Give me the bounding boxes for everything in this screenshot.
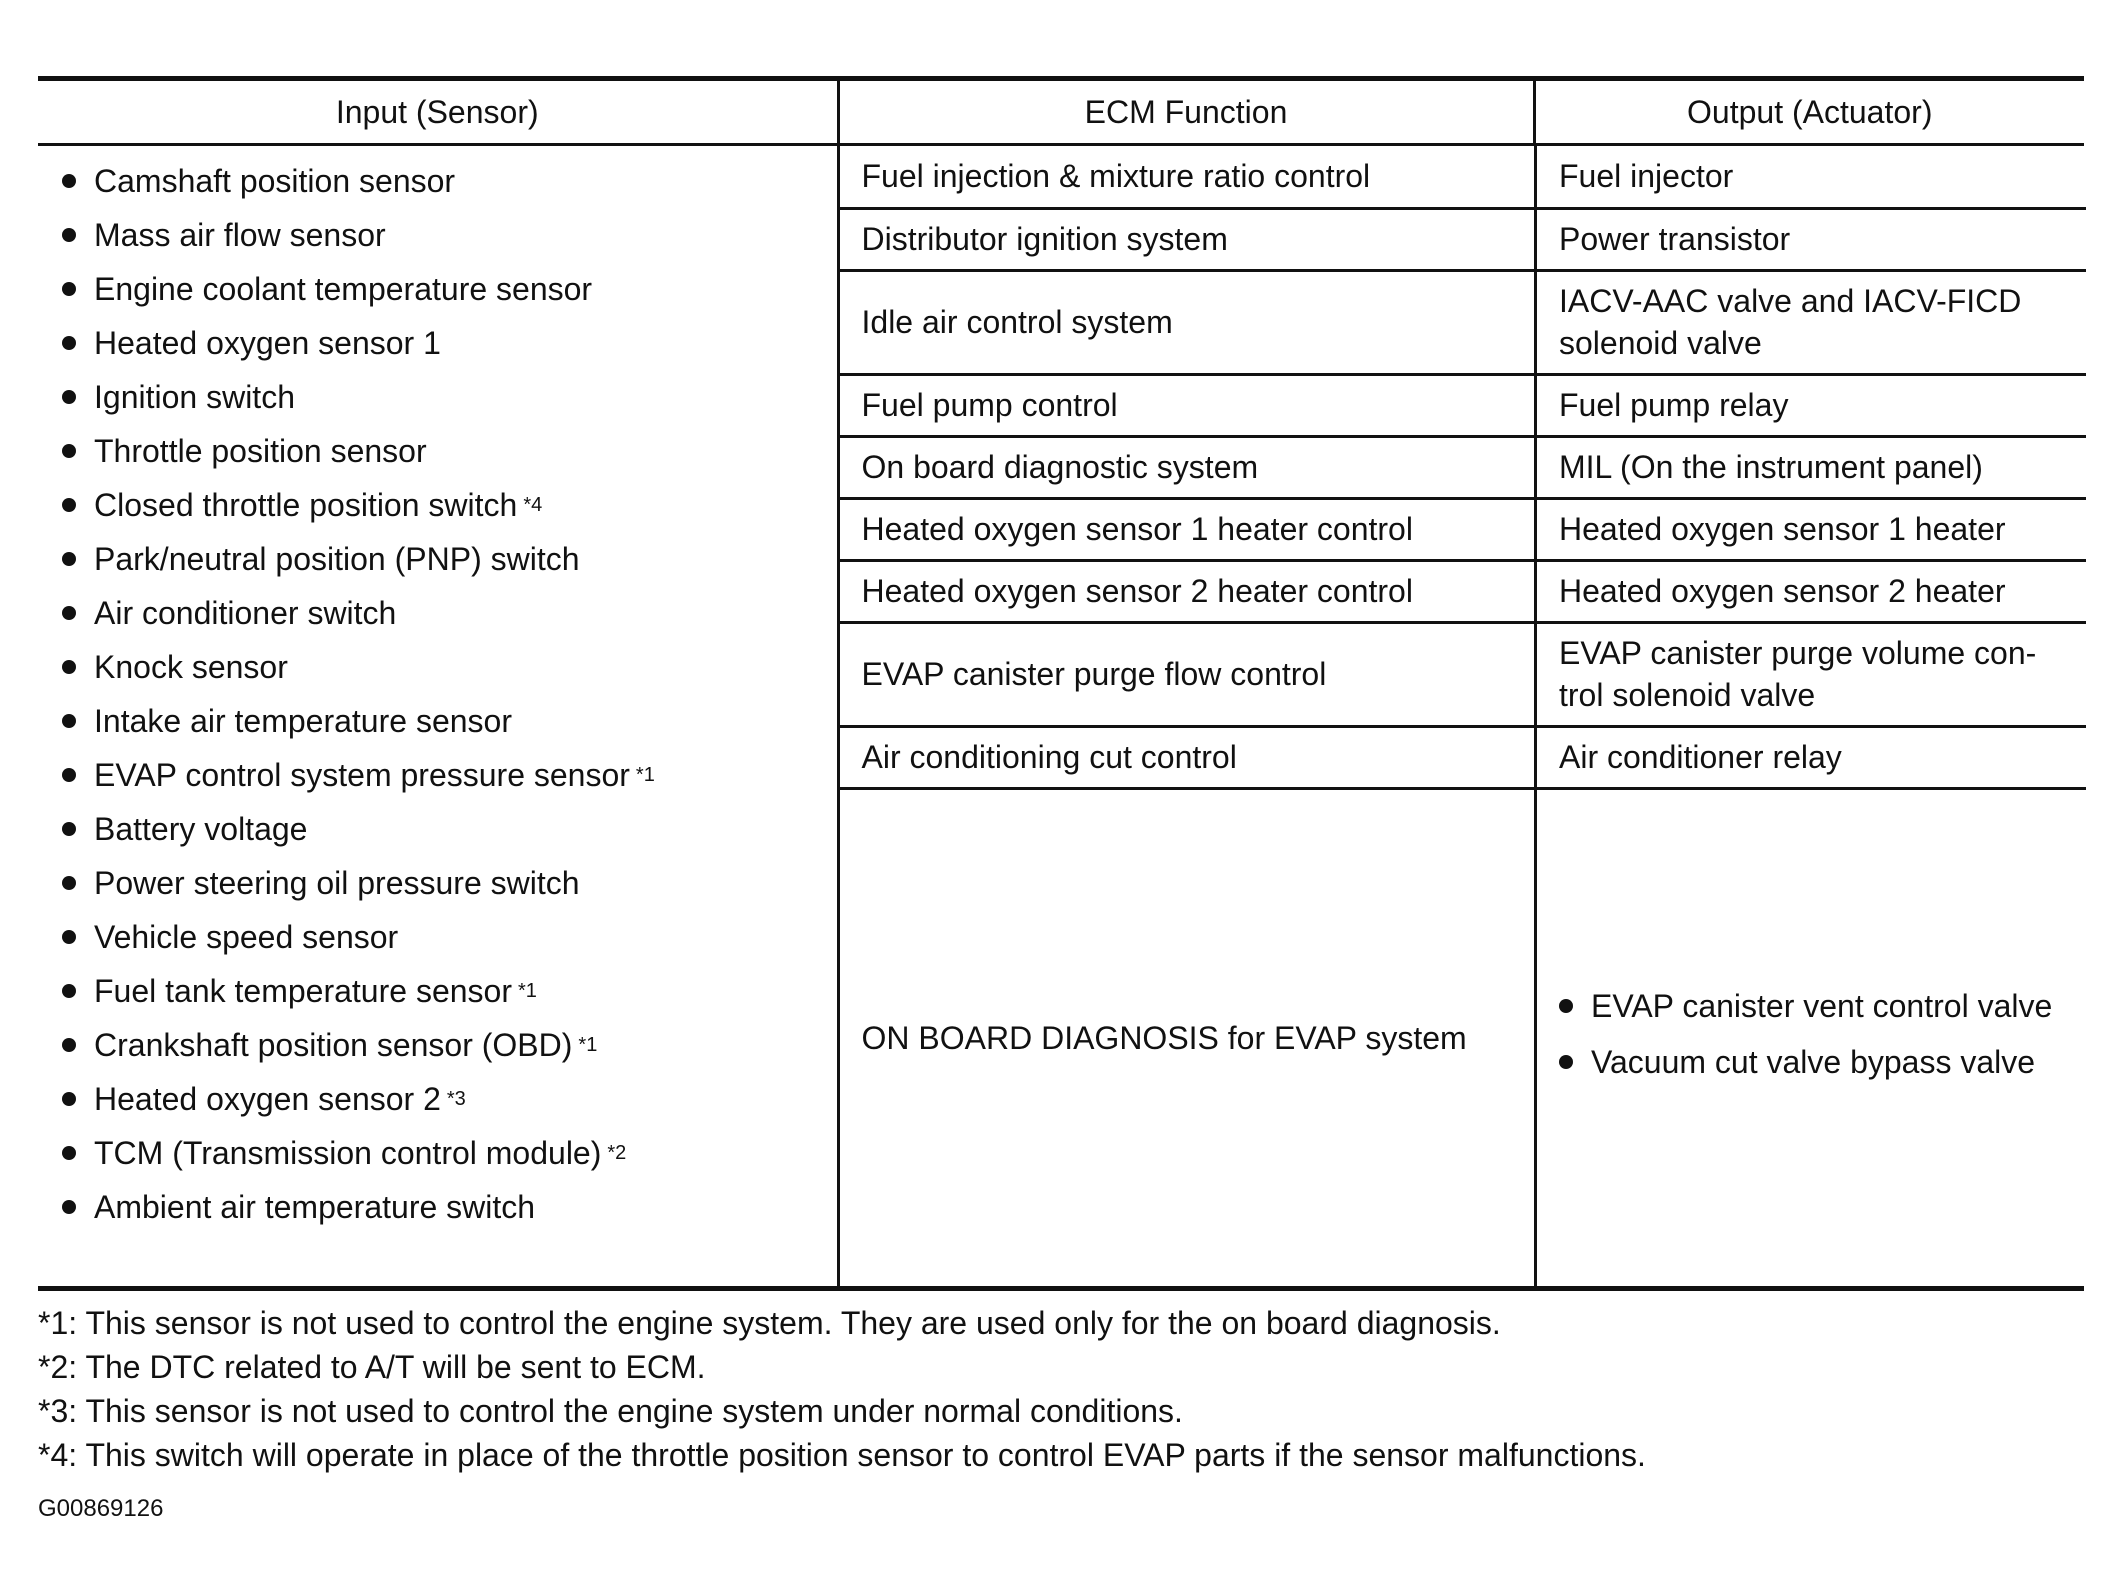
output-cell: Heated oxygen sensor 2 heater (1536, 560, 2086, 622)
sensor-item (62, 640, 837, 694)
bullet-icon (62, 390, 76, 404)
sensor-item (62, 694, 837, 748)
function-output-table (840, 146, 2086, 1286)
sensor-label: Engine coolant temperature sensor (94, 271, 593, 307)
output-cell-evap (1536, 788, 2086, 1286)
bullet-icon (62, 336, 76, 350)
sensor-label: TCM (Transmission control module) (94, 1135, 602, 1171)
bullet-icon (62, 984, 76, 998)
output-cell: Heated oxygen sensor 1 heater (1536, 498, 2086, 560)
bullet-icon (62, 768, 76, 782)
sensor-item (62, 802, 837, 856)
evap-output-list (1559, 985, 2064, 1083)
bullet-icon (62, 822, 76, 836)
sensor-label: EVAP control system pressure sensor (94, 757, 630, 793)
sensor-item: Crankshaft position sensor (OBD) *1 (62, 1018, 837, 1072)
table-header-row (38, 79, 2084, 145)
sensor-label: Heated oxygen sensor 2 (94, 1081, 441, 1117)
sensor-label: Knock sensor (94, 649, 288, 685)
bullet-icon (62, 876, 76, 890)
sensor-label: Crankshaft position sensor (OBD) (94, 1027, 573, 1063)
footnote-3: *3: This sensor is not used to control the engine system under normal conditions. (38, 1393, 1183, 1429)
sensor-list (62, 154, 837, 1234)
sensor-label: Ignition switch (94, 379, 295, 415)
sensor-label: Closed throttle position switch (94, 487, 518, 523)
sensor-item (62, 370, 837, 424)
sensor-label: Heated oxygen sensor 1 (94, 325, 441, 361)
header-output: Output (Actuator) (1534, 79, 2084, 145)
sensor-item: Closed throttle position switch *4 (62, 478, 837, 532)
sensor-label: Camshaft position sensor (94, 163, 456, 199)
function-cell: Heated oxygen sensor 1 heater control (840, 498, 1536, 560)
function-cell: Heated oxygen sensor 2 heater control (840, 560, 1536, 622)
function-cell-evap: ON BOARD DIAGNOSIS for EVAP system (861, 1019, 1467, 1056)
output-cell: Fuel injector (1536, 146, 2086, 208)
bullet-icon (62, 660, 76, 674)
list-item (1559, 1041, 2064, 1083)
sensor-label: Intake air temperature sensor (94, 703, 512, 739)
table-row (840, 146, 2086, 208)
sensor-item (62, 856, 837, 910)
header-input: Input (Sensor) (38, 79, 838, 145)
sensor-label: Vehicle speed sensor (94, 919, 399, 955)
output-cell: IACV-AAC valve and IACV-FICD solenoid valve (1536, 270, 2086, 374)
output-cell: Power transistor (1536, 208, 2086, 270)
bullet-icon (62, 498, 76, 512)
sensor-label: Throttle position sensor (94, 433, 427, 469)
table-row (840, 208, 2086, 270)
table-row (840, 560, 2086, 622)
bullet-icon (62, 714, 76, 728)
sensor-item (62, 910, 837, 964)
bullet-icon (62, 1092, 76, 1106)
function-cell: Distributor ignition system (840, 208, 1536, 270)
sensor-item: Fuel tank temperature sensor *1 (62, 964, 837, 1018)
input-sensor-column (38, 145, 838, 1289)
function-cell: EVAP canister purge flow control (840, 622, 1536, 726)
list-item (1559, 985, 2064, 1027)
bullet-icon (62, 1146, 76, 1160)
sensor-item: TCM (Transmission control module) *2 (62, 1126, 837, 1180)
footnote-4: *4: This switch will operate in place of the throttle position sensor to control EVAP parts if the sensor malfunctions. (38, 1437, 1646, 1473)
bullet-icon (62, 174, 76, 188)
sensor-item: Heated oxygen sensor 2 *3 (62, 1072, 837, 1126)
bullet-icon (1559, 1055, 1573, 1069)
function-cell: Air conditioning cut control (840, 726, 1536, 788)
bullet-icon (62, 228, 76, 242)
table-row (840, 436, 2086, 498)
output-cell: MIL (On the instrument panel) (1536, 436, 2086, 498)
footnotes (38, 1301, 2084, 1477)
sensor-item: EVAP control system pressure sensor *1 (62, 748, 837, 802)
function-cell: Idle air control system (840, 270, 1536, 374)
sensor-item (62, 262, 837, 316)
ecm-document (38, 76, 2084, 1523)
evap-output-label: Vacuum cut valve bypass valve (1591, 1043, 2036, 1080)
function-cell: Fuel pump control (840, 374, 1536, 436)
bullet-icon (62, 606, 76, 620)
table-row (840, 726, 2086, 788)
bullet-icon (62, 930, 76, 944)
evap-output-label: EVAP canister vent control valve (1591, 987, 2053, 1024)
sensor-label: Power steering oil pressure switch (94, 865, 580, 901)
sensor-label: Mass air flow sensor (94, 217, 386, 253)
header-function: ECM Function (838, 79, 1534, 145)
bullet-icon (62, 552, 76, 566)
table-row (840, 270, 2086, 374)
output-cell: EVAP canister purge volume con-trol solenoid valve (1536, 622, 2086, 726)
function-output-column (838, 145, 2084, 1289)
table-row (840, 498, 2086, 560)
table-row (840, 622, 2086, 726)
sensor-item (62, 1180, 837, 1234)
sensor-label: Air conditioner switch (94, 595, 397, 631)
sensor-item (62, 316, 837, 370)
figure-code: G00869126 (38, 1495, 164, 1522)
sensor-item (62, 532, 837, 586)
sensor-label: Battery voltage (94, 811, 308, 847)
sensor-label: Fuel tank temperature sensor (94, 973, 512, 1009)
bullet-icon (1559, 999, 1573, 1013)
bullet-icon (62, 282, 76, 296)
footnote-1: *1: This sensor is not used to control the engine system. They are used only for the on board diagnosis. (38, 1305, 1501, 1341)
sensor-item (62, 424, 837, 478)
sensor-label: Ambient air temperature switch (94, 1189, 536, 1225)
ecm-function-table (38, 76, 2084, 1291)
output-cell: Fuel pump relay (1536, 374, 2086, 436)
table-row (840, 374, 2086, 436)
sensor-label: Park/neutral position (PNP) switch (94, 541, 580, 577)
function-cell: Fuel injection & mixture ratio control (840, 146, 1536, 208)
sensor-item (62, 586, 837, 640)
sensor-item (62, 154, 837, 208)
output-cell: Air conditioner relay (1536, 726, 2086, 788)
sensor-item (62, 208, 837, 262)
bullet-icon (62, 1200, 76, 1214)
table-row-evap (840, 788, 2086, 1286)
bullet-icon (62, 444, 76, 458)
footnote-2: *2: The DTC related to A/T will be sent to ECM. (38, 1349, 706, 1385)
function-cell: On board diagnostic system (840, 436, 1536, 498)
bullet-icon (62, 1038, 76, 1052)
